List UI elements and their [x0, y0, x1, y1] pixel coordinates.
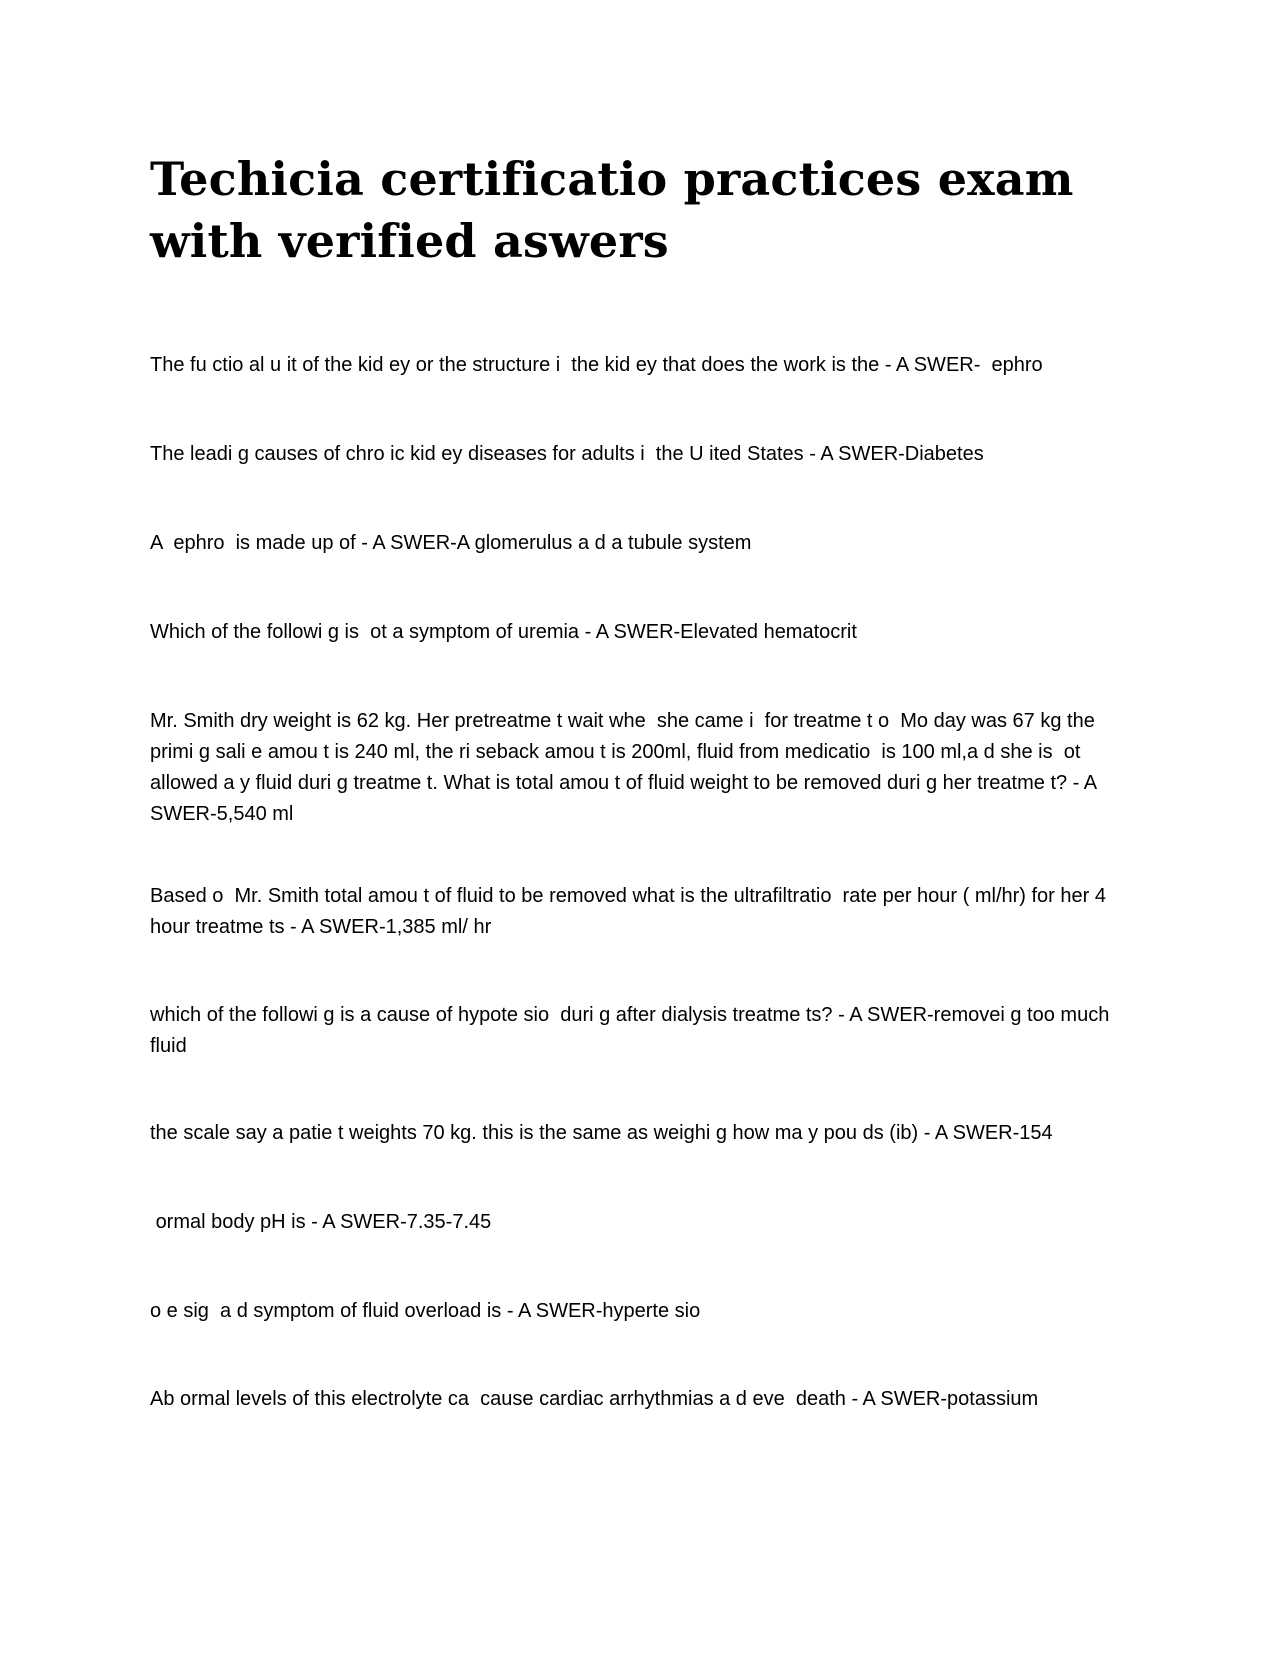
qa-item-4: Which of the followi g is ot a symptom of uremia - A SWER-Elevated hematocrit	[150, 621, 857, 643]
qa-item-1: The fu ctio al u it of the kid ey or the structure i the kid ey that does the work is the - A SWER- ephro	[150, 354, 1043, 376]
qa-item-11: Ab ormal levels of this electrolyte ca cause cardiac arrhythmias a d eve death - A SWER-potassium	[150, 1388, 1039, 1410]
qa-item-5: Mr. Smith dry weight is 62 kg. Her pretreatme t wait whe she came i for treatme t o Mo day was 67 kg the primi g sali e amou t is 240 ml, the ri seback amou t is 200ml, fluid from medicatio is 100 ml,a d she is ot allowed a y fluid duri g treatme t. What is total amou t of fluid weight to be removed duri g her treatme t? - A SWER-5,540 ml	[150, 710, 1102, 825]
document-page	[150, 0, 1130, 1656]
document-title: Techicia certificatio practices exam with verified aswers	[150, 152, 1090, 268]
qa-item-10: o e sig a d symptom of fluid overload is - A SWER-hyperte sio	[150, 1300, 701, 1322]
qa-item-7: which of the followi g is a cause of hypote sio duri g after dialysis treatme ts? - A SWER-removei g too much fluid	[150, 1004, 1115, 1057]
qa-item-6: Based o Mr. Smith total amou t of fluid to be removed what is the ultrafiltratio rate per hour ( ml/hr) for her 4 hour treatme ts - A SWER-1,385 ml/ hr	[150, 885, 1112, 938]
qa-item-9: ormal body pH is - A SWER-7.35-7.45	[150, 1211, 492, 1233]
qa-item-8: the scale say a patie t weights 70 kg. this is the same as weighi g how ma y pou ds (ib) - A SWER-154	[150, 1122, 1053, 1144]
qa-item-3: A ephro is made up of - A SWER-A glomerulus a d a tubule system	[150, 532, 752, 554]
qa-item-2: The leadi g causes of chro ic kid ey diseases for adults i the U ited States - A SWER-Diabetes	[150, 443, 984, 465]
